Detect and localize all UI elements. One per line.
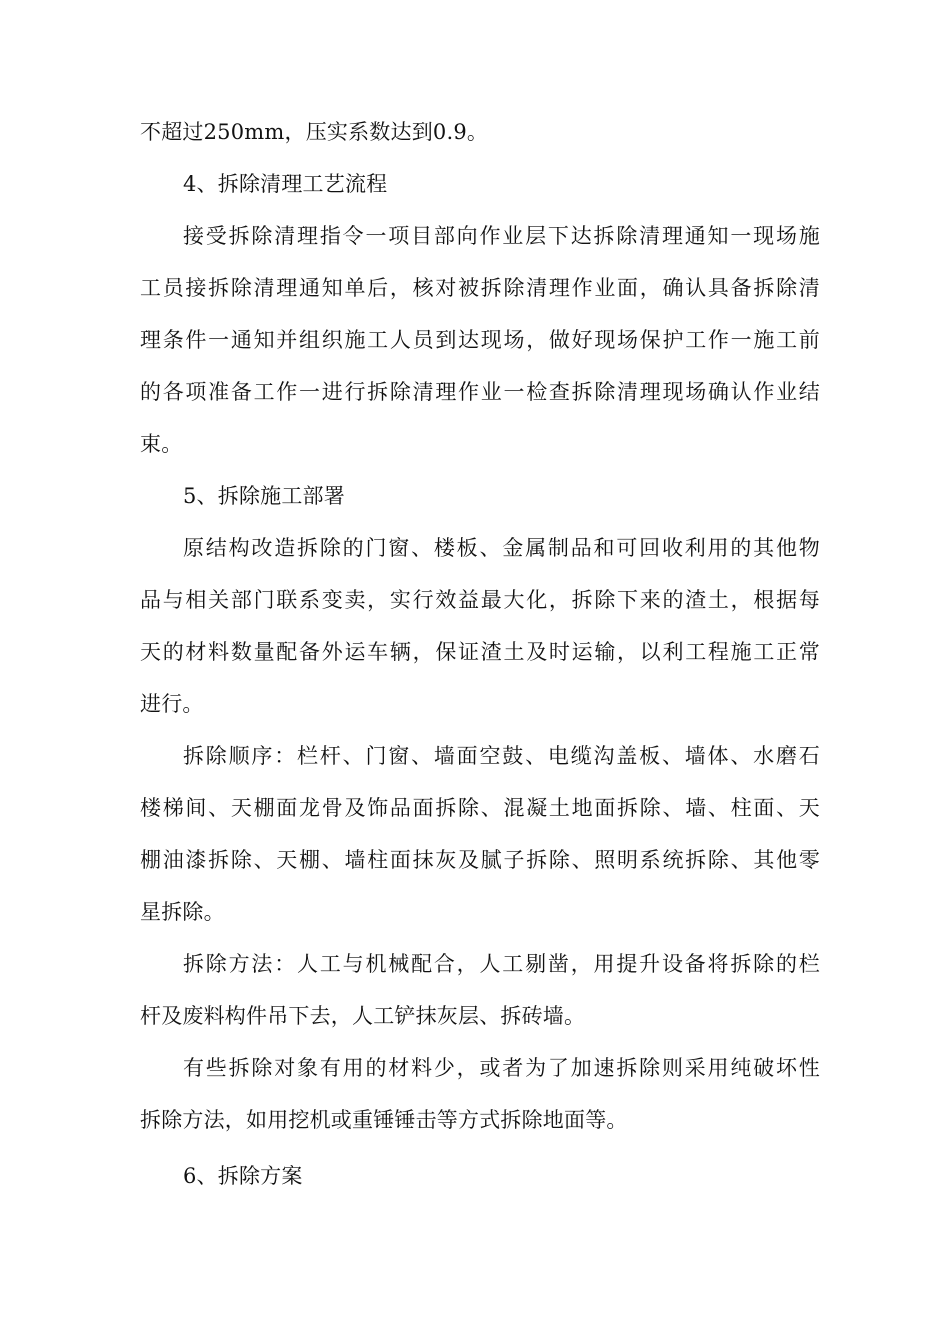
paragraph-line: 束。 bbox=[140, 432, 183, 456]
section-heading-5: 5、拆除施工部署 bbox=[183, 484, 345, 508]
paragraph-line: 拆除顺序：栏杆、门窗、墙面空鼓、电缆沟盖板、墙体、水磨石 bbox=[183, 744, 820, 768]
paragraph-line: 接受拆除清理指令一项目部向作业层下达拆除清理通知一现场施 bbox=[183, 224, 820, 248]
paragraph-line: 工员接拆除清理通知单后，核对被拆除清理作业面，确认具备拆除清 bbox=[140, 276, 820, 300]
paragraph-line: 杆及废料构件吊下去，人工铲抹灰层、拆砖墙。 bbox=[140, 1004, 586, 1028]
paragraph-line: 有些拆除对象有用的材料少，或者为了加速拆除则采用纯破坏性 bbox=[183, 1056, 820, 1080]
paragraph-line: 星拆除。 bbox=[140, 900, 225, 924]
paragraph-line: 进行。 bbox=[140, 692, 204, 716]
section-heading-4: 4、拆除清理工艺流程 bbox=[183, 172, 388, 196]
paragraph-line: 原结构改造拆除的门窗、楼板、金属制品和可回收利用的其他物 bbox=[183, 536, 820, 560]
paragraph-line: 理条件一通知并组织施工人员到达现场，做好现场保护工作一施工前 bbox=[140, 328, 820, 352]
paragraph-line: 不超过250mm，压实系数达到0.9。 bbox=[140, 120, 489, 144]
paragraph-line: 楼梯间、天棚面龙骨及饰品面拆除、混凝土地面拆除、墙、柱面、天 bbox=[140, 796, 820, 820]
paragraph-line: 品与相关部门联系变卖，实行效益最大化，拆除下来的渣土，根据每 bbox=[140, 588, 820, 612]
paragraph-line: 天的材料数量配备外运车辆，保证渣土及时运输，以利工程施工正常 bbox=[140, 640, 820, 664]
paragraph-line: 拆除方法：人工与机械配合，人工剔凿，用提升设备将拆除的栏 bbox=[183, 952, 820, 976]
section-heading-6: 6、拆除方案 bbox=[183, 1164, 303, 1188]
paragraph-line: 棚油漆拆除、天棚、墙柱面抹灰及腻子拆除、照明系统拆除、其他零 bbox=[140, 848, 820, 872]
paragraph-line: 拆除方法，如用挖机或重锤锤击等方式拆除地面等。 bbox=[140, 1108, 628, 1132]
paragraph-line: 的各项准备工作一进行拆除清理作业一检查拆除清理现场确认作业结 bbox=[140, 380, 820, 404]
